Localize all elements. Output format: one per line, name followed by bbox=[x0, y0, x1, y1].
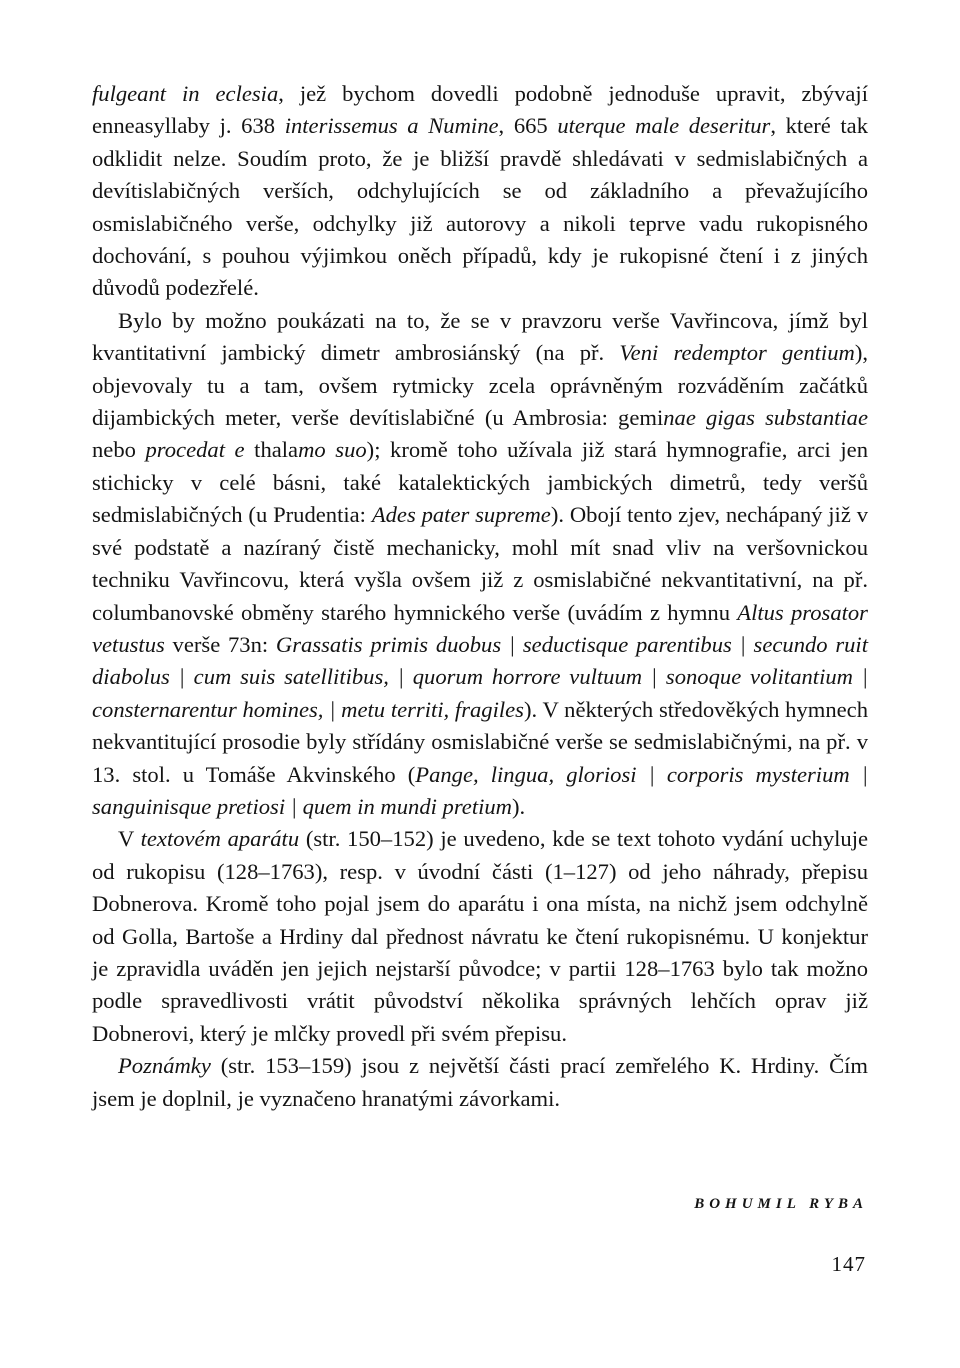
italic-text: fulgeant in eclesia bbox=[92, 81, 279, 106]
italic-text: Poznámky bbox=[118, 1053, 211, 1079]
text-run: ). Obojí tento zjev, nechápaný již v své podstatě a nazíraný čistě mechanicky, mohl mít snad vliv na veršovnickou techniku Vavřincovu, která vyšla ovšem již z osmislabičné nekvantitativní, na př. columbanovské obměny starého hymnického verše (uvádím z hymnu bbox=[92, 502, 868, 625]
text-run: verše 73n: bbox=[164, 631, 276, 657]
page-number: 147 bbox=[831, 1252, 866, 1276]
text-run: , jež bychom dovedli podobně jednoduše upravit, zbývají enneasyllaby j. 638 bbox=[92, 81, 868, 139]
text-run: nebo bbox=[92, 437, 146, 463]
text-run: (str. 153–159) jsou z největší části prací zemřelého K. Hrdiny. Čím jsem je doplnil, je vyznačeno hranatými závorkami. bbox=[92, 1053, 868, 1111]
italic-text: Grassatis primis duobus | seductisque parentibus | secundo ruit diabolus | cum suis satellitibus, | quorum horrore vultuum | sonoque volitantium | consternarentur homines, | metu territi, fragiles bbox=[92, 631, 868, 722]
text-run: , 665 bbox=[498, 113, 558, 139]
text-run: ). V některých středověkých hymnech nekvantitující prosodie byly střídány osmislabičné verše se sedmislabičnými, na př. v 13. stol. u Tomáše Akvinského ( bbox=[92, 696, 868, 787]
text-run: ), objevovaly tu a tam, ovšem rytmicky zcela oprávněným rozváděním začátků dijambických meter, verše devítislabičné (u Ambrosia: gemi bbox=[92, 340, 868, 431]
author-signature: BOHUMIL RYBA bbox=[694, 1196, 868, 1212]
italic-text: Veni redemptor gentium bbox=[619, 340, 855, 366]
body-text bbox=[92, 78, 868, 1115]
paragraph bbox=[92, 823, 868, 1050]
italic-text: mo suo bbox=[298, 437, 367, 463]
text-run: (str. 150–152) je uvedeno, kde se text tohoto vydání uchyluje od rukopisu (128–1763), resp. v úvodní části (1–127) od jeho náhrady, přepisu Dobnerova. Kromě toho pojal jsem do aparátu i ona místa, na nichž jsem odchylně od Golla, Bartoše a Hrdiny dal přednost návratu ke čtení rukopisnému. U konjektur je zpravidla uváděn jen jejich nejstarší původce; v partii 128–1763 bylo tak možno podle spravedlivosti vrátit původství několika správných lehčích oprav již Dobnerovi, který je mlčky provedl při svém přepisu. bbox=[92, 826, 869, 1046]
italic-text: interissemus a Numine bbox=[284, 113, 499, 139]
italic-text: Pange, lingua, gloriosi | corporis mysterium | sanguinisque pretiosi | quem in mundi pretium bbox=[92, 761, 868, 819]
text-run: Bylo by možno poukázati na to, že se v pravzoru verše Vavřincova, jímž byl kvantitativní jambický dimetr ambrosiánský (na př. bbox=[92, 307, 868, 366]
italic-text: nae gigas substantiae bbox=[663, 405, 868, 431]
text-run: V bbox=[118, 826, 141, 852]
italic-text: uterque male deseritur bbox=[557, 113, 771, 139]
paragraph bbox=[92, 1050, 868, 1115]
text-run: ); kromě toho užívala již stará hymnografie, arci jen stichicky v celé básni, také katalektických jambických dimetrů, tedy veršů sedmislabičných (u Prudentia: bbox=[92, 437, 868, 528]
text-run: thala bbox=[244, 437, 299, 463]
text-run: , které tak odklidit nelze. Soudím proto, že je bližší pravdě shledávati v sedmislabičných a devítislabičných verších, odchylujících se od základního a převažujícího osmislabičného verše, odchylky již autorovy a nikoli teprve vadu rukopisného dochování, s pouhou výjimkou oněch případů, kdy je rukopisné čtení i z jiných důvodů podezřelé. bbox=[92, 113, 869, 301]
italic-text: textovém aparátu bbox=[140, 826, 300, 852]
italic-text: Altus prosator vetustus bbox=[92, 599, 868, 657]
text-run: ). bbox=[512, 793, 526, 819]
paragraph bbox=[92, 305, 868, 824]
paragraph bbox=[92, 78, 868, 305]
italic-text: procedat e bbox=[145, 437, 245, 463]
italic-text: Ades pater supreme bbox=[371, 502, 551, 528]
